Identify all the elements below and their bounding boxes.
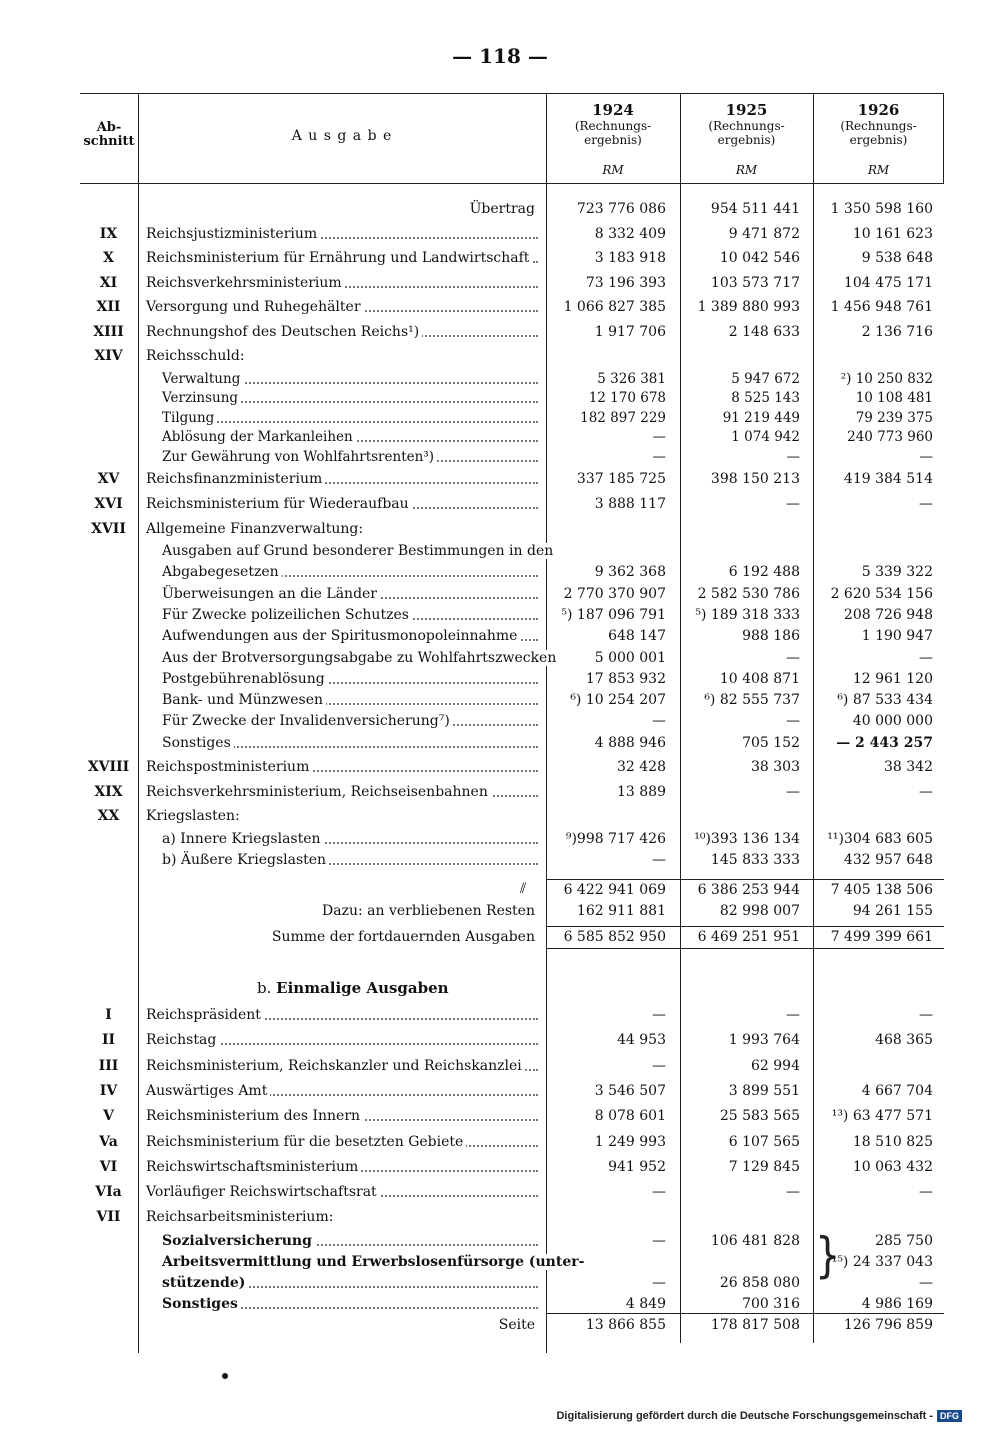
value-1924: 1 249 993 <box>594 1133 666 1150</box>
value-1924: — <box>652 1007 666 1023</box>
value-1926: 240 773 960 <box>847 429 933 445</box>
section-number: IV <box>99 1082 118 1099</box>
value-1926: 468 365 <box>875 1032 933 1049</box>
value-1924: — <box>652 1274 666 1291</box>
value-1926: ¹³) 63 477 571 <box>831 1108 933 1125</box>
table-row <box>80 275 944 297</box>
row-label: Sonstiges <box>162 735 538 751</box>
value-1925: 3 899 551 <box>728 1082 800 1099</box>
currency-1926: RM <box>867 163 890 177</box>
value-1925: 26 858 080 <box>719 1274 800 1291</box>
row-label: Reichsjustizministerium <box>146 226 538 242</box>
value-1926: 7 499 399 661 <box>830 929 933 945</box>
value-1925: 38 303 <box>751 759 800 775</box>
value-1926: 10 108 481 <box>855 390 933 406</box>
section-number: XV <box>97 471 120 487</box>
value-1925: 1 389 880 993 <box>697 299 800 315</box>
row-label: Verwaltung <box>162 371 538 387</box>
row-label: Reichspostministerium <box>146 759 538 775</box>
value-1925: 6 469 251 951 <box>697 929 800 945</box>
table-row <box>80 607 944 629</box>
section-b-heading: b. Einmalige Ausgaben <box>257 979 449 997</box>
value-1924: 1 066 827 385 <box>563 299 666 315</box>
value-1924: 8 332 409 <box>594 225 666 242</box>
row-label: Sozialversicherung <box>162 1233 538 1249</box>
value-1924: — <box>652 1184 666 1201</box>
value-1926: 4 986 169 <box>861 1295 933 1312</box>
value-1924: ⁹)998 717 426 <box>565 830 666 847</box>
row-label: Rechnungshof des Deutschen Reichs¹) <box>146 324 538 340</box>
value-1925: 6 192 488 <box>728 564 800 581</box>
section-number: V <box>103 1108 114 1125</box>
value-1924: 8 078 601 <box>594 1108 666 1125</box>
table-row <box>80 808 944 830</box>
seite-row <box>80 1317 944 1339</box>
section-number: IX <box>99 225 118 242</box>
value-1924: 2 770 370 907 <box>563 585 666 602</box>
row-label: Überweisungen an die Länder <box>162 586 538 602</box>
value-1924: ⁵) 187 096 791 <box>561 606 666 623</box>
table-row <box>80 831 944 853</box>
sum-mark: ⫽ <box>520 881 527 897</box>
section-number: XVII <box>91 521 126 537</box>
row-label: Reichsministerium des Innern <box>146 1108 538 1124</box>
value-1926: 12 961 120 <box>852 670 933 687</box>
row-label: Reichsarbeitsministerium: <box>146 1209 538 1225</box>
value-1924: 723 776 086 <box>576 201 666 217</box>
value-1926: ²) 10 250 832 <box>840 370 933 387</box>
row-label: Reichsfinanzministerium <box>146 471 538 487</box>
value-1925: 8 525 143 <box>731 390 800 406</box>
value-1925: 62 994 <box>751 1057 800 1074</box>
section-number: X <box>103 250 114 266</box>
row-label: Arbeitsvermittlung und Erwerbslosenfürsorge (unter- <box>162 1254 538 1270</box>
value-1924: 162 911 881 <box>576 903 666 919</box>
table-row <box>80 1254 944 1276</box>
value-1925: — <box>786 496 800 512</box>
page-number: — 118 — <box>452 44 548 68</box>
section-number: XIV <box>94 348 123 364</box>
value-1924: 3 888 117 <box>594 496 666 512</box>
table-top-rule <box>80 93 944 94</box>
currency-1925: RM <box>735 163 758 177</box>
value-1924: 12 170 678 <box>588 390 666 406</box>
row-label: Für Zwecke der Invalidenversicherung⁷) <box>162 713 538 729</box>
value-1924: 648 147 <box>608 628 666 645</box>
value-1924: — <box>652 429 666 445</box>
section-number: XII <box>96 299 121 315</box>
table-row <box>80 1296 944 1318</box>
value-1926: 2 620 534 156 <box>830 585 933 602</box>
value-1924: 3 546 507 <box>594 1082 666 1099</box>
value-1924: 5 326 381 <box>597 370 666 387</box>
value-1924: 3 183 918 <box>594 250 666 266</box>
row-label: stützende) <box>162 1275 538 1291</box>
value-1926: — <box>919 496 933 512</box>
value-1926: 10 063 432 <box>852 1158 933 1175</box>
row-label: Auswärtiges Amt <box>146 1083 538 1099</box>
value-1925: 10 042 546 <box>719 250 800 266</box>
table-row <box>80 735 944 757</box>
table-row <box>80 1233 944 1255</box>
value-1926: 104 475 171 <box>843 274 933 291</box>
currency-1924: RM <box>602 163 624 177</box>
section-number: Va <box>99 1133 118 1150</box>
value-1925: 5 947 672 <box>731 370 800 387</box>
row-label: Kriegslasten: <box>146 808 538 824</box>
value-1926: 1 350 598 160 <box>830 201 933 217</box>
value-1924: — <box>652 448 666 465</box>
value-1926: 208 726 948 <box>843 606 933 623</box>
table-row <box>80 429 944 447</box>
value-1926: ¹¹)304 683 605 <box>827 830 933 847</box>
value-1925: ⁵) 189 318 333 <box>695 606 800 623</box>
value-1926: 5 339 322 <box>861 564 933 581</box>
value-1925: 6 107 565 <box>728 1133 800 1150</box>
table-row <box>80 1083 944 1105</box>
row-label: Reichspräsident <box>146 1007 538 1023</box>
row-label: Reichsverkehrsministerium <box>146 275 538 291</box>
footer-credit: Digitalisierung gefördert durch die Deutsche Forschungsgemeinschaft - DFG <box>556 1410 962 1422</box>
summe-row-label: Summe der fortdauernden Ausgaben <box>146 929 538 945</box>
value-1925: 178 817 508 <box>710 1317 800 1333</box>
value-1924: 1 917 706 <box>594 323 666 340</box>
row-label: Tilgung <box>162 410 538 426</box>
value-1925: 1 993 764 <box>728 1032 800 1049</box>
table-row <box>80 371 944 389</box>
value-1925: 9 471 872 <box>728 225 800 242</box>
value-1925: 700 316 <box>742 1295 800 1312</box>
row-label: Reichsministerium für Wiederaufbau <box>146 496 538 512</box>
table-row <box>80 1108 944 1130</box>
table-row <box>80 471 944 493</box>
table-row <box>80 348 944 370</box>
value-1926: ⁶) 87 533 434 <box>837 692 933 709</box>
value-1924: 4 849 <box>625 1295 666 1312</box>
header-year-1924: 1924 (Rechnungs- ergebnis) <box>574 101 652 147</box>
row-label: Aus der Brotversorgungsabgabe zu Wohlfahrtszwecken <box>162 650 538 666</box>
value-1925: 10 408 871 <box>719 670 800 687</box>
value-1926: 94 261 155 <box>852 903 933 919</box>
value-1925: 954 511 441 <box>710 201 800 217</box>
row-label: Bank- und Münzwesen <box>162 692 538 708</box>
row-label: Reichswirtschaftsministerium <box>146 1159 538 1175</box>
section-number: VIa <box>95 1184 122 1201</box>
value-1925: 6 386 253 944 <box>697 882 800 898</box>
table-row <box>80 784 944 806</box>
value-1924: 6 585 852 950 <box>563 929 666 945</box>
value-1926: 4 667 704 <box>861 1082 933 1099</box>
row-label: Postgebührenablösung <box>162 671 538 687</box>
table-row <box>80 299 944 321</box>
table-row <box>80 564 944 586</box>
value-1926: 2 136 716 <box>861 323 933 340</box>
value-1926: — <box>919 649 933 666</box>
value-1926: ¹⁵) 24 337 043 <box>831 1253 933 1270</box>
value-1925: — <box>786 1184 800 1201</box>
value-1924: ⁶) 10 254 207 <box>570 692 666 709</box>
table-row <box>80 1209 944 1231</box>
value-1925: ¹⁰)393 136 134 <box>694 830 800 847</box>
value-1925: — <box>786 649 800 666</box>
value-1924: 337 185 725 <box>576 471 666 487</box>
table-frame <box>80 93 944 1355</box>
value-1924: 941 952 <box>608 1158 666 1175</box>
total-row <box>80 882 944 904</box>
header-year-1926: 1926 (Rechnungs- ergebnis) <box>840 101 917 147</box>
table-row <box>80 650 944 672</box>
value-1926: 126 796 859 <box>843 1317 933 1333</box>
value-1924: 6 422 941 069 <box>563 882 666 898</box>
value-1925: — <box>786 713 800 730</box>
table-row <box>80 852 944 874</box>
value-1925: 2 582 530 786 <box>697 585 800 602</box>
row-label: Sonstiges <box>162 1296 538 1312</box>
value-1925: 705 152 <box>742 734 800 751</box>
value-1925: 2 148 633 <box>728 323 800 340</box>
value-1926: 40 000 000 <box>852 713 933 730</box>
header-year-1925: 1925 (Rechnungs- ergebnis) <box>708 101 785 147</box>
table-row <box>80 1159 944 1181</box>
table-row <box>80 692 944 714</box>
section-number: II <box>101 1032 116 1049</box>
value-1925: ⁶) 82 555 737 <box>704 692 800 709</box>
value-1925: 106 481 828 <box>710 1232 800 1249</box>
value-1926: 18 510 825 <box>852 1133 933 1150</box>
table-row <box>80 1134 944 1156</box>
value-1926: — <box>919 1274 933 1291</box>
value-1926: — <box>919 1184 933 1201</box>
value-1926: — <box>919 1007 933 1023</box>
section-number: VII <box>96 1209 121 1226</box>
row-label: b) Äußere Kriegslasten <box>162 852 538 868</box>
table-row <box>80 1007 944 1029</box>
table-row <box>80 521 944 543</box>
table-row <box>80 713 944 735</box>
table-row <box>80 324 944 346</box>
table-row <box>80 543 944 565</box>
value-1926: 79 239 375 <box>855 409 933 426</box>
value-1924: 32 428 <box>617 759 666 775</box>
row-label: Für Zwecke polizeilichen Schutzes <box>162 607 538 623</box>
table-row <box>80 759 944 781</box>
value-1926: 9 538 648 <box>861 250 933 266</box>
table-row <box>80 1058 944 1080</box>
value-1925: — <box>786 448 800 465</box>
row-label: Versorgung und Ruhegehälter <box>146 299 538 315</box>
section-number: I <box>105 1007 112 1023</box>
section-number: XIX <box>94 783 123 800</box>
value-1925: 103 573 717 <box>710 274 800 291</box>
value-1926: 38 342 <box>884 759 933 775</box>
row-label: Reichsministerium für Ernährung und Landwirtschaft <box>146 250 538 266</box>
row-label: Allgemeine Finanzverwaltung: <box>146 521 538 537</box>
value-1924: — <box>652 1057 666 1074</box>
summe-row <box>80 929 944 951</box>
row-label: Reichsministerium für die besetzten Gebiete <box>146 1134 538 1150</box>
section-number: XX <box>97 808 120 824</box>
header-bottom-rule <box>80 183 944 184</box>
value-1925: 398 150 213 <box>710 471 800 487</box>
row-label: Ablösung der Markanleihen <box>162 429 538 445</box>
value-1924: 182 897 229 <box>580 409 666 426</box>
table-row <box>80 586 944 608</box>
value-1925: 7 129 845 <box>728 1158 800 1175</box>
value-1926: — 2 443 257 <box>836 734 933 751</box>
value-1926: 419 384 514 <box>843 471 933 487</box>
value-1925: 1 074 942 <box>731 429 800 445</box>
seite-row-label: Seite <box>146 1317 538 1333</box>
row-label: Abgabegesetzen <box>162 564 538 580</box>
row-label: Vorläufiger Reichswirtschaftsrat <box>146 1184 538 1200</box>
stray-dot <box>222 1373 228 1379</box>
value-1925: — <box>786 783 800 800</box>
table-row <box>80 201 944 223</box>
value-1926: 285 750 <box>875 1232 933 1249</box>
section-number: XVI <box>94 496 123 512</box>
value-1924: 5 000 001 <box>594 649 666 666</box>
value-1926: — <box>919 448 933 465</box>
value-1924: 73 196 393 <box>585 274 666 291</box>
value-1924: 4 888 946 <box>594 734 666 751</box>
value-1925: 25 583 565 <box>719 1108 800 1125</box>
row-label: Reichsministerium, Reichskanzler und Reichskanzlei <box>146 1058 538 1074</box>
section-number: XVIII <box>87 759 130 775</box>
section-number: III <box>98 1057 119 1074</box>
table-row <box>80 1032 944 1054</box>
table-row <box>80 1275 944 1297</box>
sum-rule-1 <box>546 879 944 880</box>
value-1925: 988 186 <box>742 628 800 645</box>
value-1924: 44 953 <box>617 1032 666 1049</box>
value-1926: 1 456 948 761 <box>830 299 933 315</box>
value-1925: 91 219 449 <box>722 409 800 426</box>
table-row <box>80 250 944 272</box>
row-label: Reichstag <box>146 1032 538 1048</box>
dazu-row <box>80 903 944 925</box>
row-label: Verzinsung <box>162 390 538 406</box>
header-abschnitt: Ab- schnitt <box>83 120 135 149</box>
row-label: Reichsverkehrsministerium, Reichseisenbahnen <box>146 784 538 800</box>
table-row <box>80 1184 944 1206</box>
sum-rule-2 <box>546 926 944 927</box>
table-row <box>80 671 944 693</box>
row-label: Ausgaben auf Grund besonderer Bestimmungen in den <box>162 543 538 559</box>
dazu-row-label: Dazu: an verbliebenen Resten <box>146 903 538 919</box>
value-1924: — <box>652 713 666 730</box>
row-label: Aufwendungen aus der Spiritusmonopoleinnahme <box>162 628 538 644</box>
value-1926: 1 190 947 <box>861 628 933 645</box>
table-row <box>80 226 944 248</box>
brace-1926: } <box>815 1228 841 1284</box>
section-number: XI <box>99 274 118 291</box>
table-row <box>80 390 944 408</box>
table-row <box>80 449 944 467</box>
value-1924: 13 866 855 <box>585 1317 666 1333</box>
row-label: a) Innere Kriegslasten <box>162 831 538 847</box>
value-1924: — <box>652 1232 666 1249</box>
table-row <box>80 410 944 428</box>
section-number: VI <box>99 1158 118 1175</box>
row-label: Reichsschuld: <box>146 348 538 364</box>
value-1924: 17 853 932 <box>585 670 666 687</box>
table-row <box>80 496 944 518</box>
row-label: Zur Gewährung von Wohlfahrtsrenten³) <box>162 449 538 465</box>
dfg-logo: DFG <box>937 1410 962 1422</box>
row-label: Übertrag <box>146 201 538 217</box>
value-1924: 13 889 <box>617 783 666 800</box>
value-1924: 9 362 368 <box>594 564 666 581</box>
section-number: XIII <box>93 323 124 340</box>
value-1924: — <box>652 851 666 868</box>
value-1926: — <box>919 783 933 800</box>
value-1925: — <box>786 1007 800 1023</box>
value-1926: 7 405 138 506 <box>830 882 933 898</box>
table-row <box>80 628 944 650</box>
value-1926: 10 161 623 <box>852 225 933 242</box>
value-1925: 145 833 333 <box>710 851 800 868</box>
header-ausgabe: A u s g a b e <box>291 128 393 144</box>
value-1925: 82 998 007 <box>719 903 800 919</box>
value-1926: 432 957 648 <box>843 851 933 868</box>
